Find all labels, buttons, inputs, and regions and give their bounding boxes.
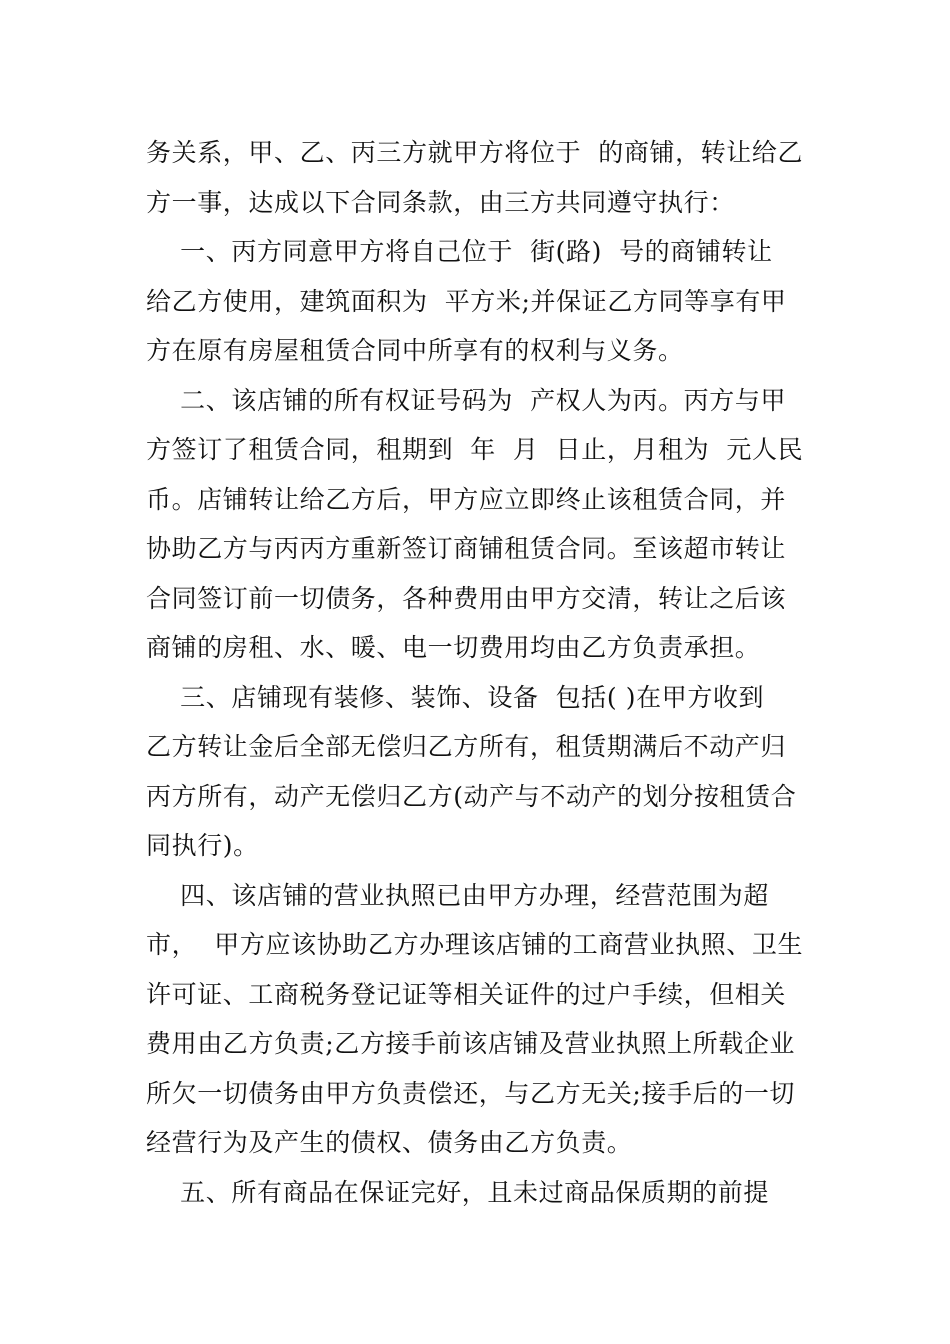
text-line: 经营行为及产生的债权、债务由乙方负责。 — [146, 1128, 633, 1157]
text-line: 给乙方使用，建筑面积为 平方米;并保证乙方同等享有甲 — [146, 286, 787, 316]
text-line: 务关系，甲、乙、丙三方就甲方将位于 的商铺，转让给乙 — [146, 138, 804, 167]
clause-1-line: 一、丙方同意甲方将自己位于 街(路) 号的商铺转让 — [146, 237, 773, 266]
text-line: 商铺的房租、水、暖、电一切费用均由乙方负责承担。 — [146, 633, 761, 662]
clause-5-line: 五、所有商品在保证完好，且未过商品保质期的前提 — [146, 1177, 769, 1207]
text-line: 许可证、工商税务登记证等相关证件的过户手续，但相关 — [146, 979, 787, 1009]
text-line: 协助乙方与丙丙方重新签订商铺租赁合同。至该超市转让 — [146, 534, 787, 563]
text-line: 费用由乙方负责;乙方接手前该店铺及营业执照上所载企业 — [146, 1029, 796, 1058]
text-line: 币。店铺转让给乙方后，甲方应立即终止该租赁合同，并 — [146, 484, 787, 514]
clause-3-line: 三、店铺现有装修、装饰、设备 包括( )在甲方收到 — [146, 682, 765, 712]
document-body — [146, 128, 808, 1217]
text-line: 合同签订前一切债务，各种费用由甲方交清，转让之后该 — [146, 583, 787, 613]
text-line: 方一事，达成以下合同条款，由三方共同遵守执行： — [146, 187, 735, 217]
text-line: 丙方所有，动产无偿归乙方(动产与不动产的划分按租赁合 — [146, 781, 797, 811]
text-line: 市， 甲方应该协助乙方办理该店铺的工商营业执照、卫生 — [146, 930, 804, 959]
text-line: 方在原有房屋租赁合同中所享有的权利与义务。 — [146, 336, 684, 365]
clause-4-line: 四、该店铺的营业执照已由甲方办理，经营范围为超 — [146, 880, 769, 910]
text-line: 所欠一切债务由甲方负责偿还，与乙方无关;接手后的一切 — [146, 1078, 796, 1108]
text-line: 同执行)。 — [146, 831, 259, 860]
clause-2-line: 二、该店铺的所有权证号码为 产权人为丙。丙方与甲 — [146, 385, 787, 415]
text-line: 方签订了租赁合同，租期到 年 月 日止，月租为 元人民 — [146, 435, 804, 464]
text-line: 乙方转让金后全部无偿归乙方所有，租赁期满后不动产归 — [146, 732, 787, 761]
